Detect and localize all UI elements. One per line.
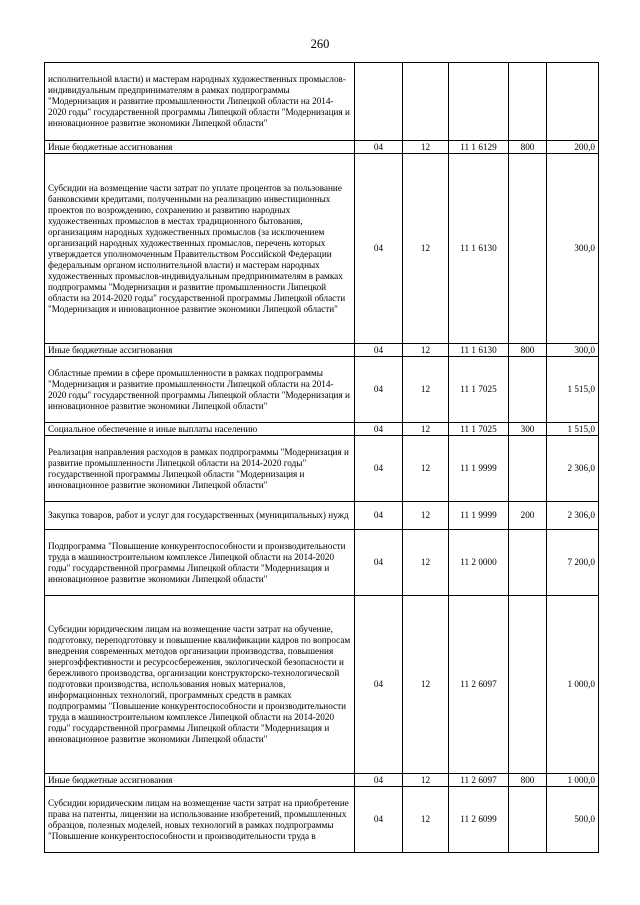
- row-amount: [547, 63, 599, 141]
- row-name: Иные бюджетные ассигнования: [45, 344, 355, 357]
- page-number: 260: [310, 37, 330, 51]
- row-expense-type: 300: [509, 423, 547, 436]
- row-name: Иные бюджетные ассигнования: [45, 141, 355, 154]
- row-subsection: 12: [403, 154, 449, 344]
- row-subsection: 12: [403, 357, 449, 423]
- row-target-code: 11 1 9999: [449, 436, 509, 502]
- row-section: 04: [355, 502, 403, 530]
- row-subsection: 12: [403, 141, 449, 154]
- row-subsection: 12: [403, 436, 449, 502]
- row-subsection: 12: [403, 530, 449, 596]
- row-target-code: 11 2 6099: [449, 787, 509, 853]
- row-target-code: 11 1 7025: [449, 423, 509, 436]
- row-subsection: 12: [403, 787, 449, 853]
- row-target-code: 11 1 6130: [449, 154, 509, 344]
- row-name: Областные премии в сфере промышленности в рамках подпрограммы "Модернизация и развитие промышленности Липецкой области на 2014-2020 годы" государственной программы Липецкой области "Модернизация и инновационное развитие экономики Липецкой области": [45, 357, 355, 423]
- row-amount: 300,0: [547, 344, 599, 357]
- row-expense-type: 800: [509, 141, 547, 154]
- row-subsection: 12: [403, 596, 449, 774]
- row-amount: 300,0: [547, 154, 599, 344]
- row-section: 04: [355, 344, 403, 357]
- row-expense-type: [509, 357, 547, 423]
- row-section: 04: [355, 141, 403, 154]
- row-amount: 500,0: [547, 787, 599, 853]
- row-target-code: 11 2 0000: [449, 530, 509, 596]
- row-section: 04: [355, 530, 403, 596]
- row-expense-type: [509, 787, 547, 853]
- row-target-code: 11 1 7025: [449, 357, 509, 423]
- budget-table: [44, 62, 599, 853]
- row-name: Субсидии на возмещение части затрат по уплате процентов за пользование банковскими кредитами, полученными на реализацию инвестиционных проектов по возрождению, сохранению и развитию народных художественных промыслов в местах традиционного бытования, организациям народных художественных промыслов (за исключением организаций народных художественных промыслов, перечень которых утверждается уполномоченным Правительством Российской Федерации федеральным органом исполнительной власти) и мастерам народных художественных промыслов-индивидуальным предпринимателям в рамках подпрограммы "Модернизация и развитие промышленности Липецкой области на 2014-2020 годы" государственной программы Липецкой области "Модернизация и инновационное развитие экономики Липецкой области": [45, 154, 355, 344]
- row-target-code: 11 1 6129: [449, 141, 509, 154]
- row-expense-type: [509, 530, 547, 596]
- budget-table-body: [45, 63, 599, 853]
- table-row: [45, 154, 599, 344]
- row-section: 04: [355, 596, 403, 774]
- row-target-code: 11 1 9999: [449, 502, 509, 530]
- row-target-code: 11 1 6130: [449, 344, 509, 357]
- row-target-code: 11 2 6097: [449, 774, 509, 787]
- table-row: [45, 357, 599, 423]
- table-row: [45, 774, 599, 787]
- row-section: 04: [355, 423, 403, 436]
- row-section: 04: [355, 774, 403, 787]
- row-subsection: 12: [403, 423, 449, 436]
- table-row: [45, 344, 599, 357]
- row-expense-type: [509, 63, 547, 141]
- row-amount: 1 000,0: [547, 774, 599, 787]
- row-name: Субсидии юридическим лицам на возмещение части затрат на обучение, подготовку, переподготовку и повышение квалификации кадров по вопросам внедрения современных методов организации производства, повышения энергоэффективности и ресурсосбережения, экологической безопасности и бережливого производства, организации конструкторско-технологической подготовки производства, использования новых материалов, информационных технологий, программных средств в рамках подпрограммы "Повышение конкурентоспособности и производительности труда в машиностроительном комплексе Липецкой области на 2014-2020 годы" государственной программы Липецкой области "Модернизация и инновационное развитие экономики Липецкой области": [45, 596, 355, 774]
- row-section: 04: [355, 436, 403, 502]
- row-amount: 7 200,0: [547, 530, 599, 596]
- row-expense-type: [509, 596, 547, 774]
- table-row: [45, 787, 599, 853]
- row-expense-type: 800: [509, 344, 547, 357]
- table-row: [45, 530, 599, 596]
- table-row: [45, 423, 599, 436]
- table-row: [45, 141, 599, 154]
- table-row: [45, 596, 599, 774]
- row-amount: 1 000,0: [547, 596, 599, 774]
- row-target-code: 11 2 6097: [449, 596, 509, 774]
- row-name: Социальное обеспечение и иные выплаты населению: [45, 423, 355, 436]
- row-name: Иные бюджетные ассигнования: [45, 774, 355, 787]
- row-subsection: 12: [403, 344, 449, 357]
- table-row: [45, 63, 599, 141]
- row-expense-type: [509, 154, 547, 344]
- row-expense-type: 800: [509, 774, 547, 787]
- row-amount: 200,0: [547, 141, 599, 154]
- row-subsection: 12: [403, 502, 449, 530]
- row-name: Реализация направления расходов в рамках подпрограммы "Модернизация и развитие промышленности Липецкой области на 2014-2020 годы" государственной программы Липецкой области "Модернизация и инновационное развитие экономики Липецкой области": [45, 436, 355, 502]
- row-section: 04: [355, 154, 403, 344]
- row-amount: 2 306,0: [547, 502, 599, 530]
- row-expense-type: [509, 436, 547, 502]
- row-subsection: [403, 63, 449, 141]
- row-name: исполнительной власти) и мастерам народных художественных промыслов- индивидуальным предпринимателям в рамках подпрограммы "Модернизация и развитие промышленности Липецкой области на 2014-2020 годы" государственной программы Липецкой области "Модернизация и инновационное развитие экономики Липецкой области": [45, 63, 355, 141]
- row-name: Закупка товаров, работ и услуг для государственных (муниципальных) нужд: [45, 502, 355, 530]
- row-subsection: 12: [403, 774, 449, 787]
- row-section: 04: [355, 787, 403, 853]
- row-name: Субсидии юридическим лицам на возмещение части затрат на приобретение права на патенты, лицензии на использование изобретений, промышленных образцов, полезных моделей, новых технологий в рамках подпрограммы "Повышение конкурентоспособности и производительности труда в: [45, 787, 355, 853]
- table-row: [45, 436, 599, 502]
- row-amount: 1 515,0: [547, 357, 599, 423]
- row-target-code: [449, 63, 509, 141]
- row-amount: 2 306,0: [547, 436, 599, 502]
- row-amount: 1 515,0: [547, 423, 599, 436]
- row-section: [355, 63, 403, 141]
- row-expense-type: 200: [509, 502, 547, 530]
- row-section: 04: [355, 357, 403, 423]
- table-row: [45, 502, 599, 530]
- row-name: Подпрограмма "Повышение конкурентоспособности и производительности труда в машиностроительном комплексе Липецкой области на 2014-2020 годы" государственной программы Липецкой области "Модернизация и инновационное развитие экономики Липецкой области": [45, 530, 355, 596]
